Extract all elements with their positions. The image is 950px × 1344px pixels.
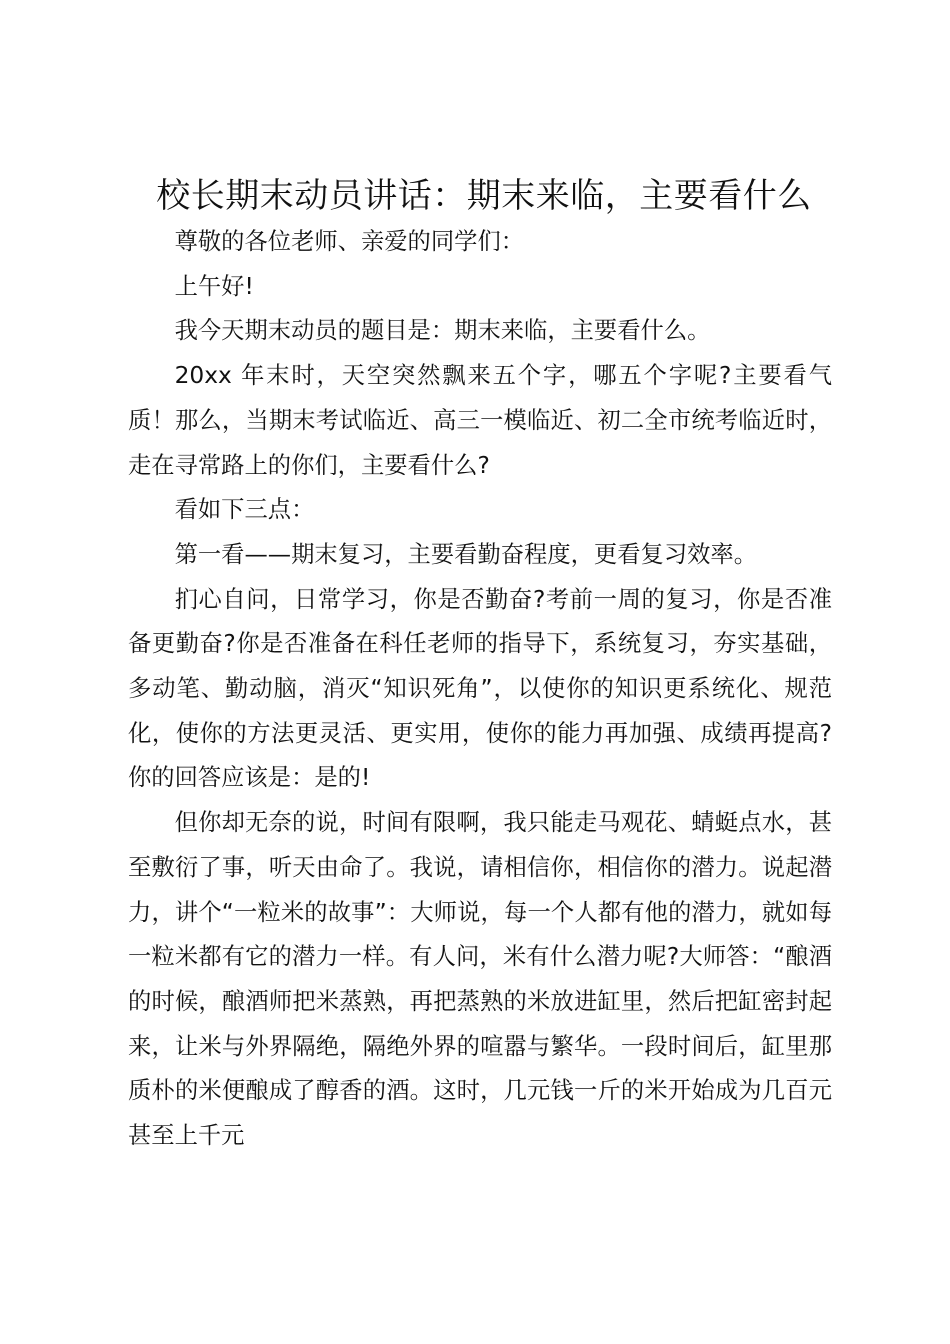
rice-story-paragraph: 但你却无奈的说，时间有限啊，我只能走马观花、蜻蜓点水，甚至敷衍了事，听天由命了。我说，请相信你，相信你的潜力。说起潜力，讲个“一粒米的故事”：大师说，每一个人都有他的潜力，就如每一粒米都有它的潜力一样。有人问，米有什么潜力呢?大师答：“酿酒的时候，酿酒师把米蒸熟，再把蒸熟的米放进缸里，然后把缸密封起来，让米与外界隔绝，隔绝外界的喧嚣与繁华。一段时间后，缸里那质朴的米便酿成了醇香的酒。这时，几元钱一斤的米开始成为几百元甚至上千元 bbox=[128, 809, 832, 1150]
document-title: 校长期末动员讲话：期末来临，主要看什么 bbox=[156, 176, 812, 216]
document-page bbox=[128, 172, 832, 1159]
self-reflection-paragraph: 扪心自问，日常学习，你是否勤奋?考前一周的复习，你是否准备更勤奋?你是否准备在科任老师的指导下，系统复习，夯实基础，多动笔、勤动脑，消灭“知识死角”，以使你的知识更系统化、规范化，使你的方法更灵活、更实用，使你的能力再加强、成绩再提高?你的回答应该是：是的! bbox=[128, 585, 832, 792]
first-point-heading: 第一看——期末复习，主要看勤奋程度，更看复习效率。 bbox=[174, 540, 758, 568]
intro-paragraph: 20xx 年末时，天空突然飘来五个字，哪五个字呢?主要看气质！那么，当期末考试临近、高三一模临近、初二全市统考临近时，走在寻常路上的你们，主要看什么? bbox=[128, 362, 832, 479]
greeting-paragraph: 尊敬的各位老师、亲爱的同学们： bbox=[174, 228, 525, 255]
salutation-paragraph: 上午好! bbox=[174, 272, 254, 300]
three-points-paragraph: 看如下三点： bbox=[174, 496, 315, 524]
topic-paragraph: 我今天期末动员的题目是：期末来临，主要看什么。 bbox=[174, 317, 711, 345]
